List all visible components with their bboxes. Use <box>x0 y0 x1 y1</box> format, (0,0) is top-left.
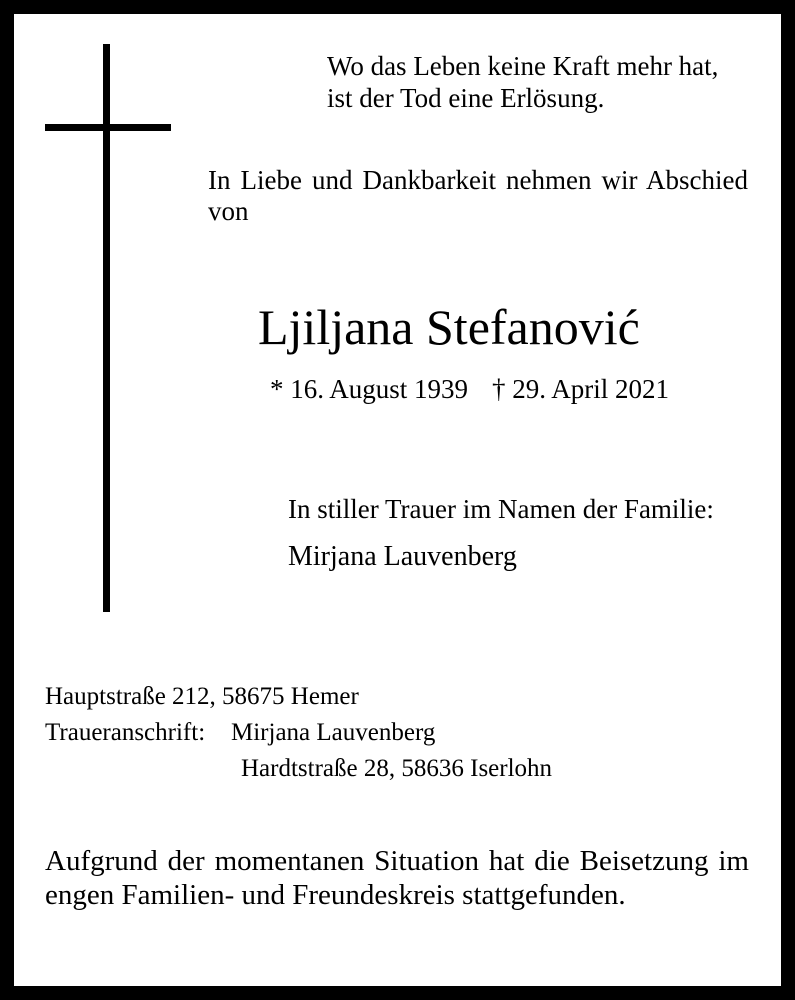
mourners-intro: In stiller Trauer im Namen der Familie: <box>288 494 714 524</box>
closing-text: Aufgrund der momentanen Situation hat die Beisetzung im engen Familien- und Freundeskreis stattgefunden. <box>45 845 749 911</box>
death-date: † 29. April 2021 <box>492 374 670 404</box>
motto-line-1: Wo das Leben keine Kraft mehr hat, <box>327 51 719 81</box>
intro-text: In Liebe und Dankbarkeit nehmen wir Abschied von <box>208 165 748 226</box>
birth-date: * 16. August 1939 <box>270 374 469 404</box>
motto <box>327 50 718 114</box>
life-dates <box>270 372 669 406</box>
mourner-name: Mirjana Lauvenberg <box>288 541 517 572</box>
mourning-address-label: Traueranschrift: <box>45 719 206 746</box>
cross-icon-beam <box>45 124 171 131</box>
mourning-address-name: Mirjana Lauvenberg <box>231 719 436 746</box>
address-block <box>45 679 552 787</box>
mourning-address-street: Hardtstraße 28, 58636 Iserlohn <box>241 755 553 782</box>
motto-line-2: ist der Tod eine Erlösung. <box>327 83 605 113</box>
deceased-name: Ljiljana Stefanović <box>258 299 640 355</box>
residence-address: Hauptstraße 212, 58675 Hemer <box>45 683 359 710</box>
